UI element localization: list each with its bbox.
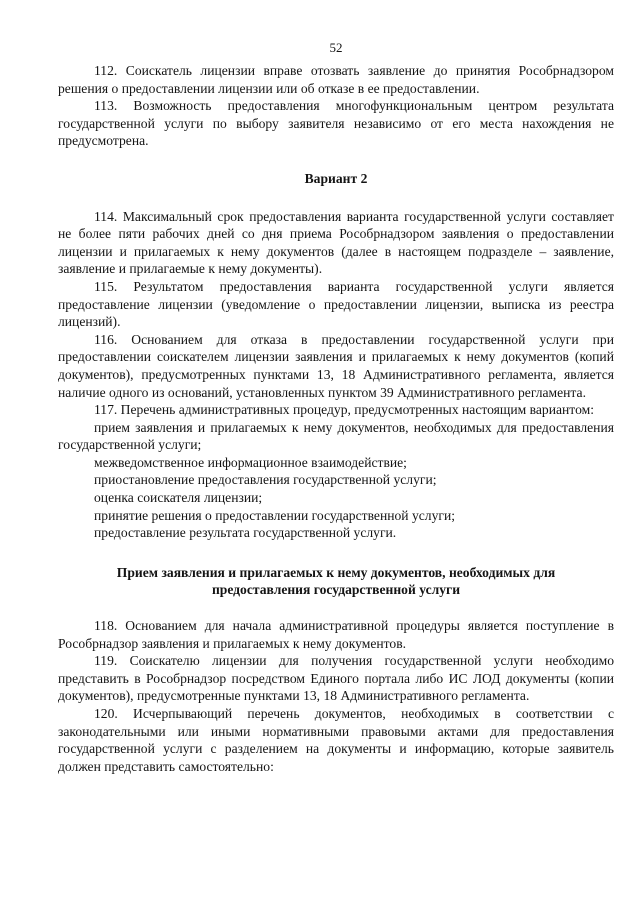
procedure-item: межведомственное информационное взаимодействие; — [94, 454, 407, 470]
paragraph-113: 113. Возможность предоставления многофункциональным центром результата государственной услуги по выбору заявителя независимо от его места нахождения не предусмотрена. — [58, 98, 614, 149]
paragraph-120: 120. Исчерпывающий перечень документов, необходимых в соответствии с законодательными или иными нормативными правовыми актами для предоставления государственной услуги с разделением на документы и информацию, которые заявитель должен представить самостоятельно: — [58, 706, 614, 774]
paragraph-116: 116. Основанием для отказа в предоставлении государственной услуги при предоставлении соискателем лицензии заявления и прилагаемых к нему документов (копий документов), предусмотренных пунктами 13, 18 Административного регламента, является наличие одного из оснований, установленных пунктом 39 Административного регламента. — [58, 331, 614, 400]
paragraph-119: 119. Соискателю лицензии для получения государственной услуги необходимо представить в Рособрнадзор посредством Единого портала либо ИС ЛОД документы (копии документов), предусмотренные пунктами 13, 18 Административного регламента. — [58, 653, 614, 704]
procedure-item: оценка соискателя лицензии; — [94, 490, 263, 506]
page-number: 52 — [329, 40, 343, 55]
procedure-item: предоставление результата государственной услуги. — [94, 525, 397, 541]
paragraph-117: 117. Перечень административных процедур, предусмотренных настоящим вариантом: — [94, 402, 594, 418]
paragraph-112: 112. Соискатель лицензии вправе отозвать заявление до принятия Рособрнадзором решения о предоставлении лицензии или об отказе в ее предоставлении. — [58, 63, 614, 96]
paragraph-115: 115. Результатом предоставления варианта государственной услуги является предоставление лицензии (уведомление о предоставлении лицензии, выписка из реестра лицензий). — [58, 278, 614, 330]
variant-heading: Вариант 2 — [304, 170, 368, 186]
procedure-item: принятие решения о предоставлении государственной услуги; — [94, 507, 455, 523]
procedure-item: приостановление предоставления государственной услуги; — [94, 472, 437, 488]
paragraph-114: 114. Максимальный срок предоставления варианта государственной услуги составляет не более пяти рабочих дней со дня приема Рособрнадзором заявления о предоставлении лицензии и прилагаемых к нему документов (далее в настоящем подразделе – заявление, заявление и прилагаемые к нему документы). — [58, 208, 614, 277]
procedure-item: прием заявления и прилагаемых к нему документов, необходимых для предоставления государственной услуги; — [58, 419, 614, 453]
section-heading: Прием заявления и прилагаемых к нему документов, необходимых для предоставления государственной услуги — [116, 564, 556, 598]
paragraph-118: 118. Основанием для начала административной процедуры является поступление в Рособрнадзор заявления и прилагаемых к нему документов. — [58, 618, 614, 651]
